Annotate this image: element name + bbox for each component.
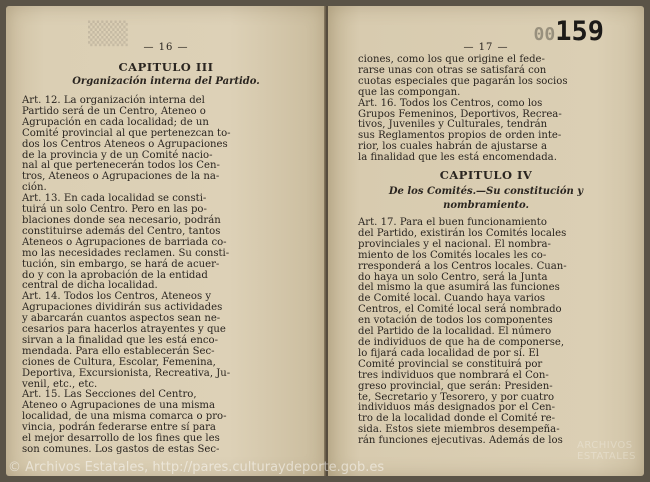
text-line: tro de la localidad donde el Comité re- <box>358 413 555 425</box>
chapter-subtitle-left: Organización interna del Partido. <box>72 76 260 87</box>
text-line: tres individuos que nombrará el Con- <box>358 369 549 381</box>
left-page <box>6 6 326 476</box>
text-line: el mejor desarrollo de los fines que les <box>22 433 220 445</box>
text-line: Ateneo o Agrupaciones de una misma <box>22 400 216 412</box>
text-line: do haya un solo Centro, será la Junta <box>358 271 548 283</box>
logo-line-1: ARCHIVOS <box>577 440 633 451</box>
logo-line-2: ESTATALES <box>577 451 636 462</box>
text-line: sus Reglamentos propios de orden inte- <box>358 130 562 142</box>
chapter-subtitle-right-2: nombramiento. <box>443 200 529 211</box>
text-line: Art. 17. Para el buen funcionamiento <box>358 217 547 228</box>
text-line: Art. 15. Las Secciones del Centro, <box>22 389 197 401</box>
text-line: Comité provincial se constituirá por <box>358 358 543 370</box>
text-line: que las compongan. <box>358 86 461 98</box>
text-line: del mismo la que asumirá las funciones <box>358 282 560 294</box>
faded-stamp: ▒▒▒ <box>88 22 128 47</box>
text-line: vincia, podrán federarse entre sí para <box>22 422 216 434</box>
right-page <box>328 6 644 476</box>
text-line: rresponderá a los Centros locales. Cuan- <box>358 260 567 272</box>
text-line: greso provincial, que serán: Presiden- <box>358 380 553 392</box>
text-line: mendada. Para ello establecerán Sec- <box>22 345 215 357</box>
text-line: te, Secretario y Tesorero, y por cuatro <box>358 391 555 403</box>
text-line: rior, los cuales habrán de ajustarse a <box>358 141 548 153</box>
text-line: blaciones donde sea necesario, podrán <box>22 214 221 226</box>
right-top-text <box>358 55 568 164</box>
text-line: Agrupaciones dividirán sus actividades <box>22 302 223 314</box>
text-line: miento de los Comités locales les co- <box>358 249 547 261</box>
text-line: Ateneos o Agrupaciones de barriada co- <box>22 236 227 248</box>
text-line: venil, etc., etc. <box>22 378 98 390</box>
text-line: tuirá un solo Centro. Pero en las po- <box>22 204 207 216</box>
text-line: Comité provincial al que pertenezcan to- <box>22 127 231 139</box>
text-line: la finalidad que les está encomendada. <box>358 152 557 164</box>
chapter-subtitle-right-1: De los Comités.—Su constitución y <box>388 186 584 197</box>
text-line: provinciales y el nacional. El nombra- <box>358 238 551 250</box>
text-line: lo fijará cada localidad de por sí. El <box>358 347 540 359</box>
text-line: nal al que pertenecerán todos los Cen- <box>22 160 220 172</box>
text-line: ciones de Cultura, Escolar, Femenina, <box>22 356 216 368</box>
chapter-title-right: CAPITULO IV <box>439 168 533 182</box>
text-line: tivos, Juveniles y Culturales, tendrán <box>358 119 548 131</box>
text-line: constituirse además del Centro, tantos <box>22 225 221 237</box>
text-line: Grupos Femeninos, Deportivos, Recrea- <box>358 108 562 120</box>
right-body-text <box>358 218 567 447</box>
text-line: tros, Ateneos o Agrupaciones de la na- <box>22 171 220 183</box>
text-line: de Comité local. Cuando haya varios <box>358 293 546 305</box>
text-line: en votación de todos los componentes <box>358 315 553 327</box>
text-line: cesarios para hacerlos atrayentes y que <box>22 324 226 336</box>
text-line: son comunes. Los gastos de estas Sec- <box>22 444 220 455</box>
text-line: Deportiva, Excursionista, Recreativa, Ju- <box>22 367 231 379</box>
stamp-number: 159 <box>555 16 604 47</box>
text-line: Art. 14. Todos los Centros, Ateneos y <box>22 291 212 303</box>
text-line: y abarcarán cuantos aspectos sean ne- <box>22 313 221 325</box>
text-line: cuotas especiales que pagarán los socios <box>358 75 568 87</box>
text-line: del Partido, existirán los Comités locales <box>358 227 567 239</box>
page-number-left: — 16 — <box>143 42 189 53</box>
text-line: Partido será de un Centro, Ateneo o <box>22 105 206 117</box>
text-line: Art. 13. En cada localidad se consti- <box>22 193 207 205</box>
copyright-watermark: © Archivos Estatales, http://pares.culturaydeporte.gob.es <box>8 460 385 475</box>
text-line: de la provincia y de un Comité nacio- <box>22 149 213 161</box>
text-line: Art. 16. Todos los Centros, como los <box>358 97 543 109</box>
text-line: tución, sin embargo, se hará de acuer- <box>22 258 220 270</box>
text-line: del Partido de la localidad. El número <box>358 326 552 338</box>
text-line: do y con la aprobación de la entidad <box>22 269 208 281</box>
archive-logo-watermark <box>577 440 636 462</box>
text-line: individuos más designados por el Cen- <box>358 402 556 414</box>
text-line: mo las necesidades reclamen. Su consti- <box>22 247 230 259</box>
text-line: de individuos de que ha de componerse, <box>358 336 565 348</box>
text-line: central de dicha localidad. <box>22 280 158 292</box>
text-line: rán funciones ejecutivas. Además de los <box>358 435 563 447</box>
left-body-text <box>22 96 231 456</box>
stamp-prefix: 00 <box>533 24 556 45</box>
chapter-title-left: CAPITULO III <box>118 60 214 74</box>
text-line: rarse unas con otras se satisfará con <box>358 64 547 76</box>
page-number-right: — 17 — <box>463 42 509 53</box>
text-line: dos los Centros Ateneos o Agrupaciones <box>22 138 228 150</box>
text-line: localidad, de una misma comarca o pro- <box>22 411 227 423</box>
text-line: Centros, el Comité local será nombrado <box>358 304 562 316</box>
text-line: sirvan a la finalidad que les está enco- <box>22 334 218 346</box>
text-line: Art. 12. La organización interna del <box>22 95 205 106</box>
text-line: sida. Estos siete miembros desempeña- <box>358 424 560 436</box>
text-line: ciones, como los que origine el fede- <box>358 54 545 65</box>
text-line: Agrupación en cada localidad; de un <box>22 116 209 128</box>
text-line: ción. <box>22 182 47 194</box>
